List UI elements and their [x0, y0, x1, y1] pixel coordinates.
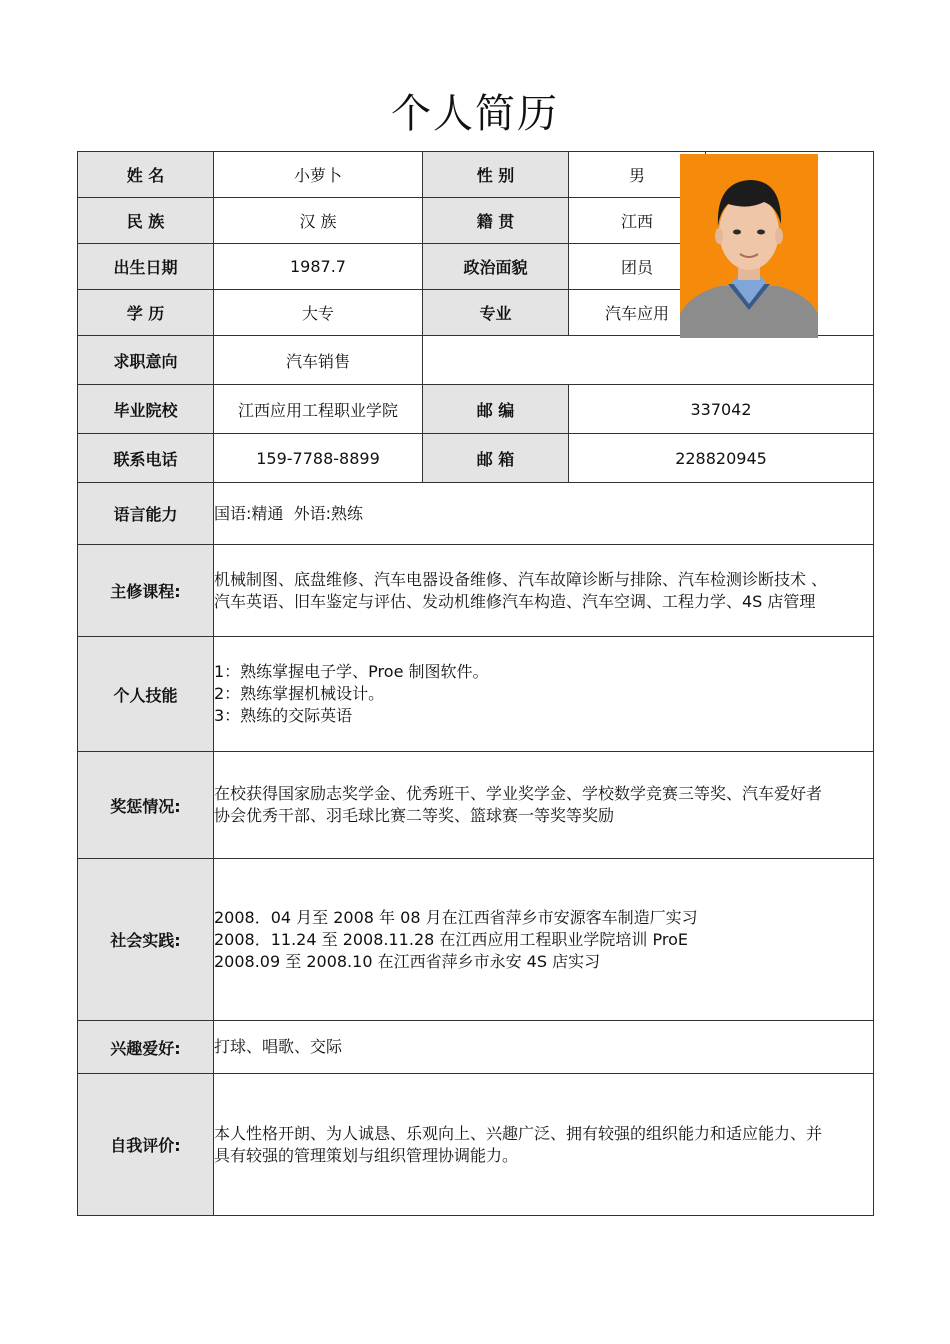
name-label: 姓 名: [78, 152, 214, 198]
email-value: 228820945: [569, 434, 874, 483]
gender-value: 男: [569, 152, 706, 198]
table-row: [78, 434, 874, 483]
phone-value: 159-7788-8899: [214, 434, 423, 483]
intent-value: 汽车销售: [214, 336, 423, 385]
intent-blank: [423, 336, 874, 385]
table-row: [78, 1074, 874, 1216]
courses-line: 机械制图、底盘维修、汽车电器设备维修、汽车故障诊断与排除、汽车检测诊断技术 、: [214, 569, 828, 589]
practice-value: [214, 859, 874, 1021]
table-row: [78, 637, 874, 752]
skills-line: 2：熟练掌握机械设计。: [214, 684, 385, 703]
skills-line: 1：熟练掌握电子学、Proe 制图软件。: [214, 662, 489, 681]
profile-photo: [680, 154, 818, 338]
table-row: [78, 752, 874, 859]
postcode-value: 337042: [569, 385, 874, 434]
practice-line: 2008．11.24 至 2008.11.28 在江西应用工程职业学院培训 ProE: [214, 929, 688, 949]
origin-value: 江西: [569, 198, 706, 244]
table-row: [78, 545, 874, 637]
name-value: 小萝卜: [214, 152, 423, 198]
awards-value: [214, 752, 874, 859]
skills-line: 3：熟练的交际英语: [214, 706, 353, 725]
major-label: 专业: [423, 290, 569, 336]
practice-label: 社会实践:: [78, 859, 214, 1021]
birth-label: 出生日期: [78, 244, 214, 290]
courses-value: [214, 545, 874, 637]
email-label: 邮 箱: [423, 434, 569, 483]
origin-label: 籍 贯: [423, 198, 569, 244]
intent-label: 求职意向: [78, 336, 214, 385]
self-eval-line: 本人性格开朗、为人诚恳、乐观向上、兴趣广泛、拥有较强的组织能力和适应能力、并: [214, 1123, 823, 1143]
resume-table: [77, 151, 874, 1216]
page-title: 个人简历: [391, 91, 559, 137]
gender-label: 性 别: [423, 152, 569, 198]
birth-value: 1987.7: [214, 244, 423, 290]
education-value: 大专: [214, 290, 423, 336]
table-row: [78, 483, 874, 545]
major-value: 汽车应用: [569, 290, 706, 336]
education-label: 学 历: [78, 290, 214, 336]
self-eval-line: 具有较强的管理策划与组织管理协调能力。: [214, 1145, 519, 1165]
table-row: [78, 859, 874, 1021]
practice-line: 2008．04 月至 2008 年 08 月在江西省萍乡市安源客车制造厂实习: [214, 907, 698, 927]
phone-label: 联系电话: [78, 434, 214, 483]
table-row: [78, 385, 874, 434]
photo-cell: [706, 152, 874, 336]
self-eval-label: 自我评价:: [78, 1074, 214, 1216]
skills-label: 个人技能: [78, 637, 214, 752]
awards-line: 协会优秀干部、羽毛球比赛二等奖、篮球赛一等奖等奖励: [214, 806, 615, 825]
table-row: [78, 152, 874, 198]
language-label: 语言能力: [78, 483, 214, 545]
table-row: [78, 336, 874, 385]
ethnicity-label: 民 族: [78, 198, 214, 244]
courses-line: 汽车英语、旧车鉴定与评估、发动机维修汽车构造、汽车空调、工程力学、4S 店管理: [214, 591, 816, 611]
political-label: 政治面貌: [423, 244, 569, 290]
table-row: [78, 1021, 874, 1074]
courses-label: 主修课程:: [78, 545, 214, 637]
hobbies-value: 打球、唱歌、交际: [214, 1021, 874, 1074]
hobbies-label: 兴趣爱好:: [78, 1021, 214, 1074]
self-eval-value: [214, 1074, 874, 1216]
ethnicity-value: 汉 族: [214, 198, 423, 244]
postcode-label: 邮 编: [423, 385, 569, 434]
practice-line: 2008.09 至 2008.10 在江西省萍乡市永安 4S 店实习: [214, 951, 601, 971]
political-value: 团员: [569, 244, 706, 290]
skills-value: [214, 637, 874, 752]
awards-line: 在校获得国家励志奖学金、优秀班干、学业奖学金、学校数学竞赛三等奖、汽车爱好者: [214, 784, 823, 803]
language-value: 国语:精通 外语:熟练: [214, 483, 874, 545]
school-value: 江西应用工程职业学院: [214, 385, 423, 434]
awards-label: 奖惩情况:: [78, 752, 214, 859]
school-label: 毕业院校: [78, 385, 214, 434]
